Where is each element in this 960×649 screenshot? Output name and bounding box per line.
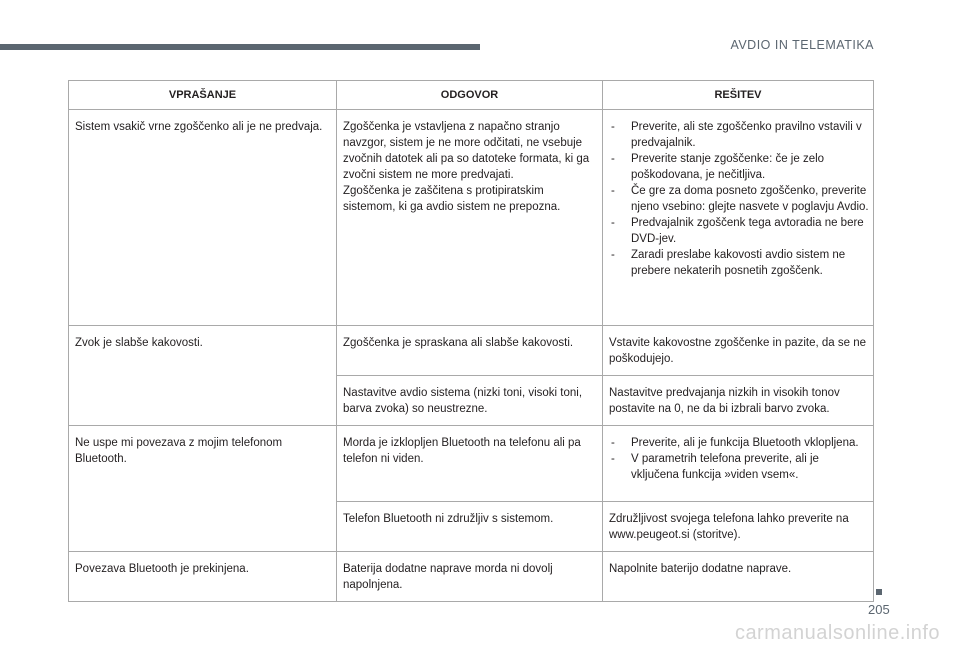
faq-table — [68, 80, 874, 602]
question-cell: Zvok je slabše kakovosti. — [69, 326, 337, 426]
solution-cell: Vstavite kakovostne zgoščenke in pazite, da se ne poškodujejo. — [603, 326, 874, 376]
solution-item: - V parametrih telefona preverite, ali je vključena funkcija »viden vsem«. — [609, 451, 869, 483]
solution-item: - Če gre za doma posneto zgoščenko, preverite njeno vsebino: glejte nasvete v poglavju Avdio. — [609, 183, 869, 215]
question-cell: Sistem vsakič vrne zgoščenko ali je ne predvaja. — [69, 110, 337, 326]
column-header-question: VPRAŠANJE — [69, 81, 337, 110]
solution-item: - Zaradi preslabe kakovosti avdio sistem ne prebere nekaterih posnetih zgoščenk. — [609, 247, 869, 279]
solution-item: - Predvajalnik zgoščenk tega avtoradia ne bere DVD-jev. — [609, 215, 869, 247]
table-row — [69, 552, 874, 602]
table-header-row — [69, 81, 874, 110]
solution-item: - Preverite stanje zgoščenke: če je zelo poškodovana, je nečitljiva. — [609, 151, 869, 183]
question-cell: Povezava Bluetooth je prekinjena. — [69, 552, 337, 602]
solution-item: - Preverite, ali ste zgoščenko pravilno vstavili v predvajalnik. — [609, 119, 869, 151]
answer-cell: Baterija dodatne naprave morda ni dovolj napolnjena. — [337, 552, 603, 602]
header-bar — [0, 44, 480, 50]
watermark: carmanualsonline.info — [734, 622, 940, 644]
column-header-solution: REŠITEV — [603, 81, 874, 110]
question-cell: Ne uspe mi povezava z mojim telefonom Bluetooth. — [69, 426, 337, 552]
answer-cell: Zgoščenka je spraskana ali slabše kakovosti. — [337, 326, 603, 376]
page-number: 205 — [868, 602, 890, 617]
solution-cell: Napolnite baterijo dodatne naprave. — [603, 552, 874, 602]
solution-item: - Preverite, ali je funkcija Bluetooth vklopljena. — [609, 435, 869, 451]
answer-cell — [337, 110, 603, 326]
solution-cell — [603, 426, 874, 502]
table-row — [69, 326, 874, 376]
solution-cell: Združljivost svojega telefona lahko preverite na www.peugeot.si (storitve). — [603, 502, 874, 552]
table-row — [69, 426, 874, 502]
corner-square-mark — [876, 589, 882, 595]
solution-cell — [603, 110, 874, 326]
solution-list — [609, 435, 869, 483]
solution-list — [609, 119, 869, 279]
answer-cell: Morda je izklopljen Bluetooth na telefonu ali pa telefon ni viden. — [337, 426, 603, 502]
section-title: AVDIO IN TELEMATIKA — [730, 38, 874, 52]
answer-text: Zgoščenka je vstavljena z napačno stranjo navzgor, sistem je ne more odčitati, ne vsebuje zvočnih datotek ali pa so datoteke formata, ki ga zvočni sistem ne more predvajati. Zgoščenka je zaščitena s protipiratskim sistemom, ki ga avdio sistem ne prepozna. — [343, 121, 590, 213]
answer-cell: Nastavitve avdio sistema (nizki toni, visoki toni, barva zvoka) so neustrezne. — [337, 376, 603, 426]
answer-cell: Telefon Bluetooth ni združljiv s sistemom. — [337, 502, 603, 552]
column-header-answer: ODGOVOR — [337, 81, 603, 110]
solution-cell: Nastavitve predvajanja nizkih in visokih tonov postavite na 0, ne da bi izbrali barvo zvoka. — [603, 376, 874, 426]
table-row — [69, 110, 874, 326]
